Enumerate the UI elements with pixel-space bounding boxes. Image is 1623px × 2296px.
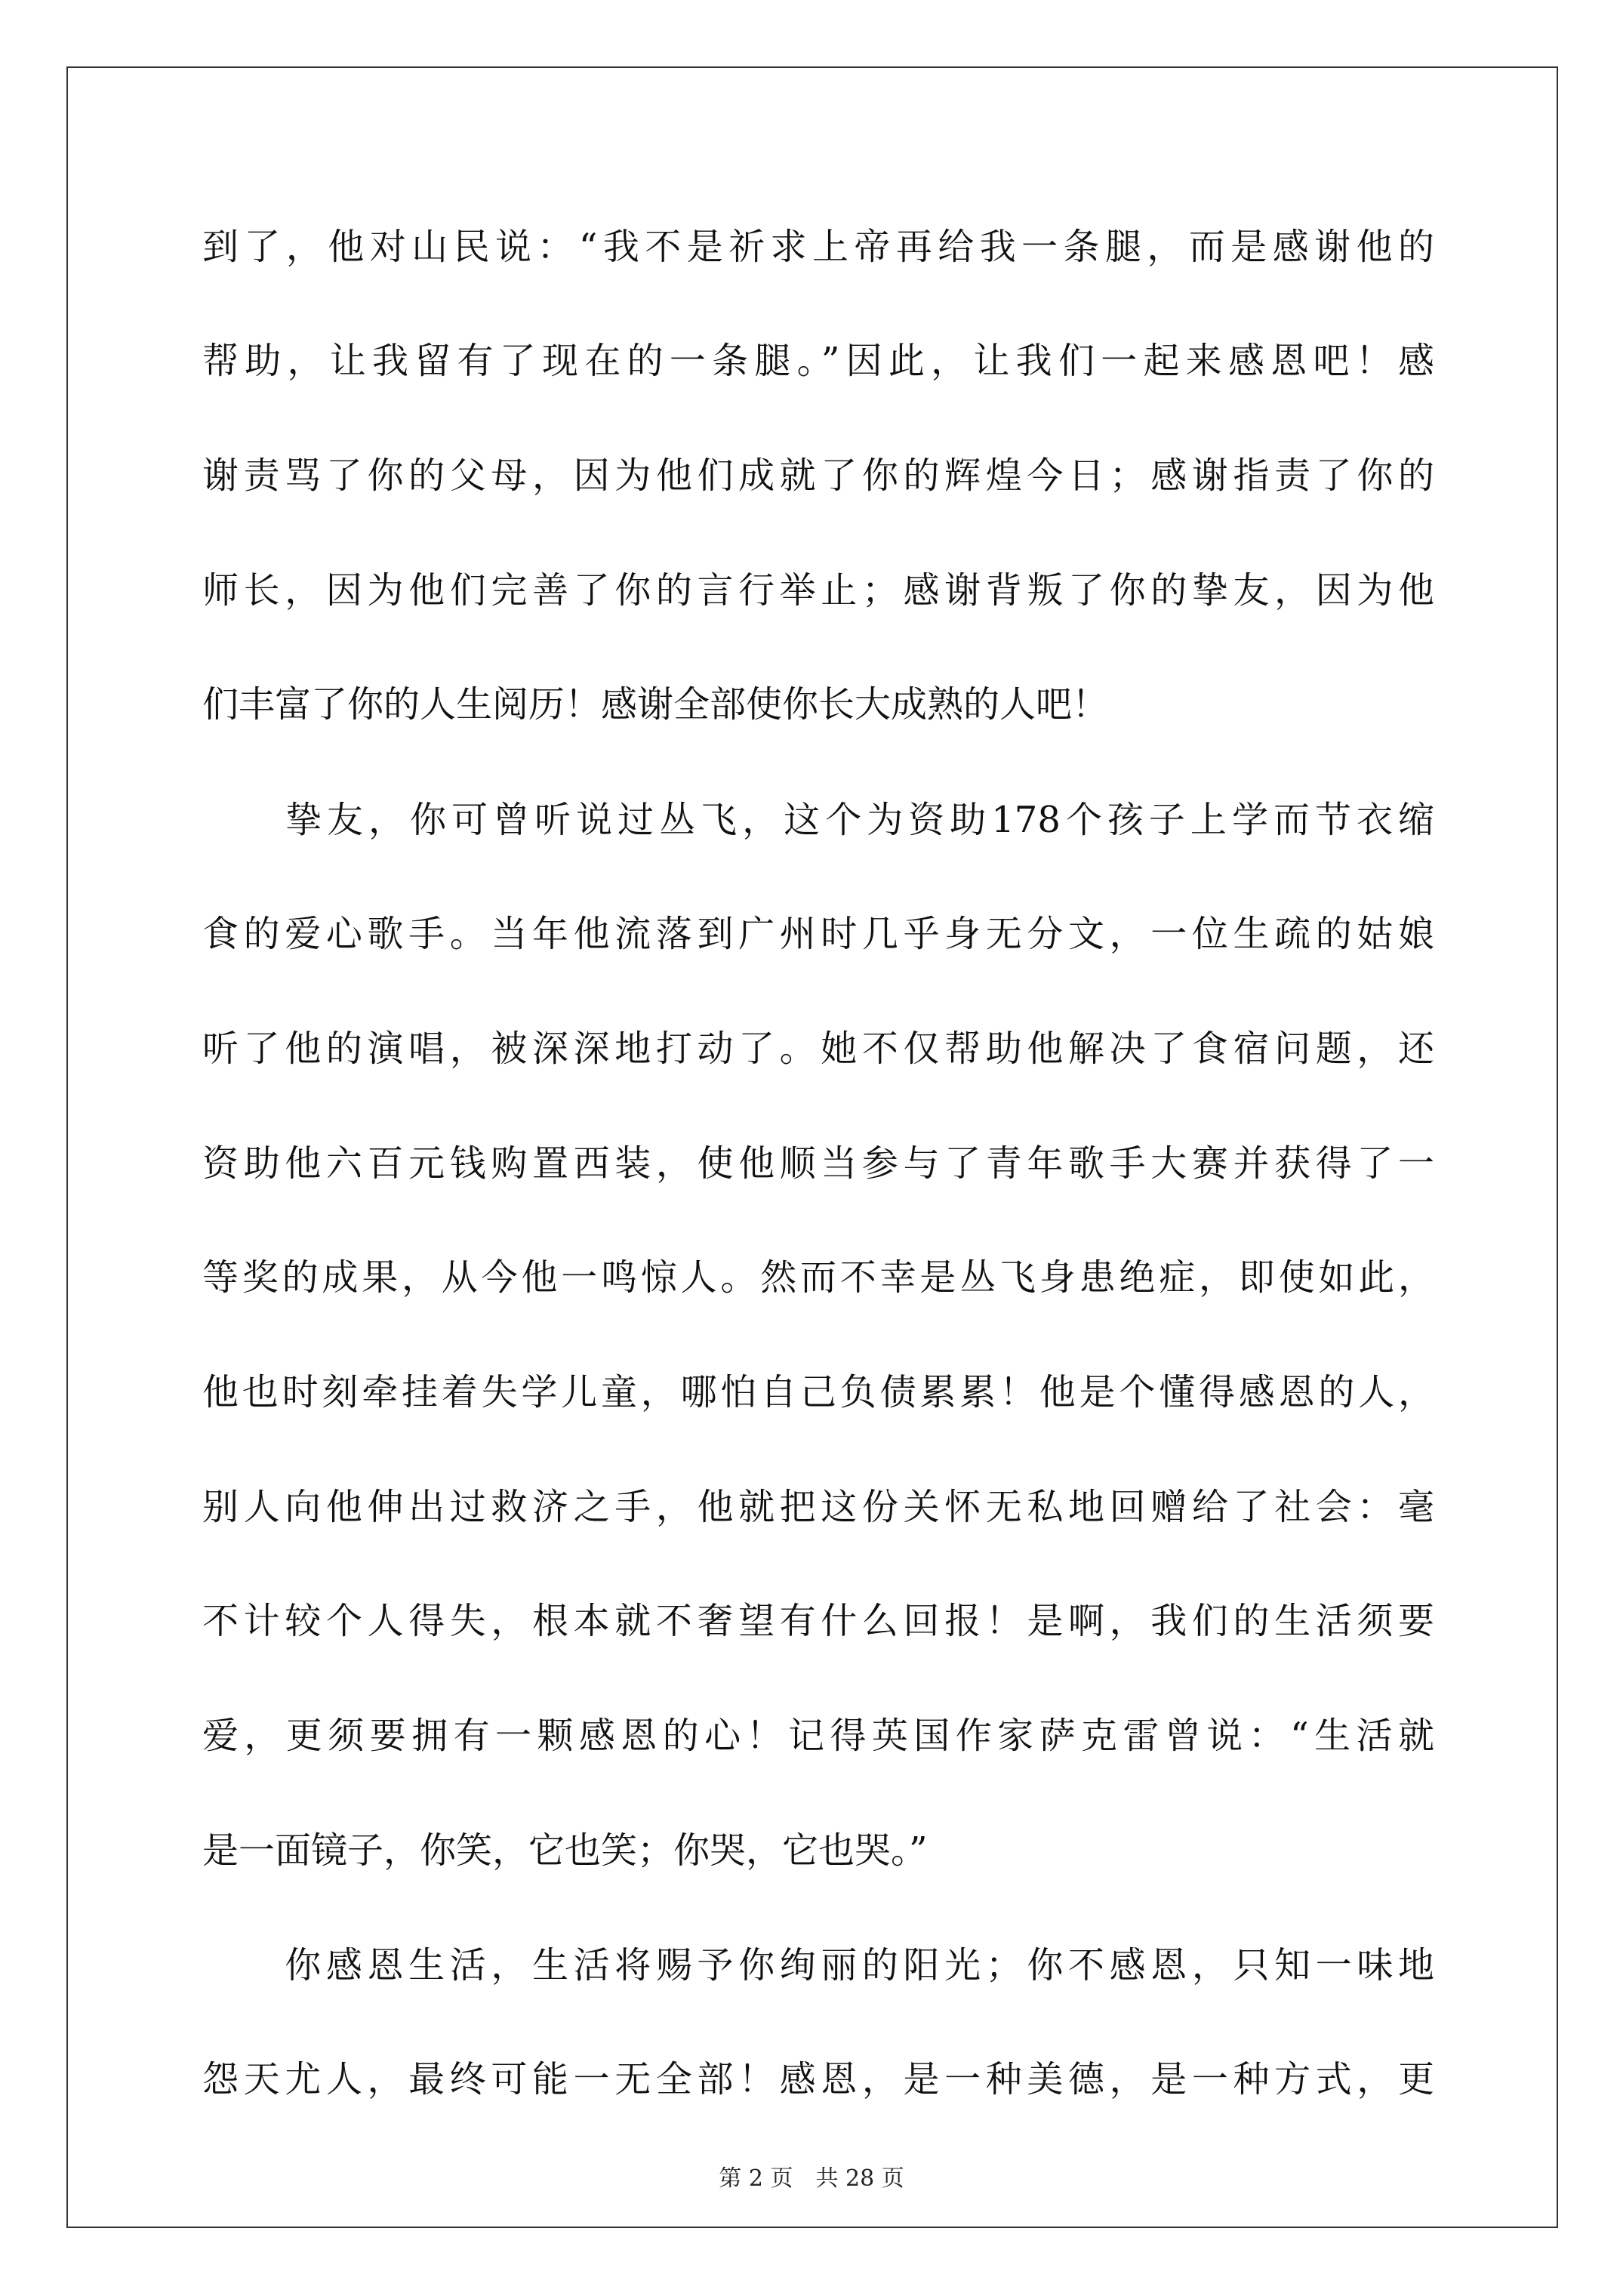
- page-number-footer: 第 2 页 共 28 页: [719, 2165, 904, 2192]
- text-line: 资助他六百元钱购置西装，使他顺当参与了青年歌手大赛并获得了一: [202, 1142, 1434, 1185]
- text-line: 们丰富了你的人生阅历！感谢全部使你长大成熟的人吧！: [202, 683, 1109, 726]
- text-line: 听了他的演唱，被深深地打动了。她不仅帮助他解决了食宿问题，还: [202, 1028, 1434, 1070]
- text-line: 食的爱心歌手。当年他流落到广州时几乎身无分文，一位生疏的姑娘: [202, 913, 1434, 955]
- text-line: 挚友，你可曾听说过丛飞，这个为资助178个孩子上学而节衣缩: [202, 799, 1434, 841]
- text-line: 帮助，让我留有了现在的一条腿。”因此，让我们一起来感恩吧！感: [202, 340, 1434, 382]
- text-line: 爱，更须要拥有一颗感恩的心！记得英国作家萨克雷曾说：“生活就: [202, 1715, 1434, 1757]
- text-line: 师长，因为他们完善了你的言行举止；感谢背叛了你的挚友，因为他: [202, 569, 1434, 612]
- text-line: 别人向他伸出过救济之手，他就把这份关怀无私地回赠给了社会：毫: [202, 1486, 1434, 1528]
- text-line: 谢责骂了你的父母，因为他们成就了你的辉煌今日；感谢指责了你的: [202, 455, 1434, 497]
- text-line: 你感恩生活，生活将赐予你绚丽的阳光；你不感恩，只知一味地: [202, 1944, 1434, 1986]
- text-line: 是一面镜子，你笑，它也笑；你哭，它也哭。”: [202, 1829, 928, 1872]
- text-line: 他也时刻牵挂着失学儿童，哪怕自己负债累累！他是个懂得感恩的人，: [202, 1371, 1434, 1413]
- text-line: 不计较个人得失，根本就不奢望有什么回报！是啊，我们的生活须要: [202, 1600, 1434, 1642]
- text-line: 到了，他对山民说：“我不是祈求上帝再给我一条腿，而是感谢他的: [202, 226, 1434, 268]
- text-line: 怨天尤人，最终可能一无全部！感恩，是一种美德，是一种方式，更: [202, 2058, 1434, 2100]
- text-line: 等奖的成果，从今他一鸣惊人。然而不幸是丛飞身患绝症，即使如此，: [202, 1256, 1434, 1299]
